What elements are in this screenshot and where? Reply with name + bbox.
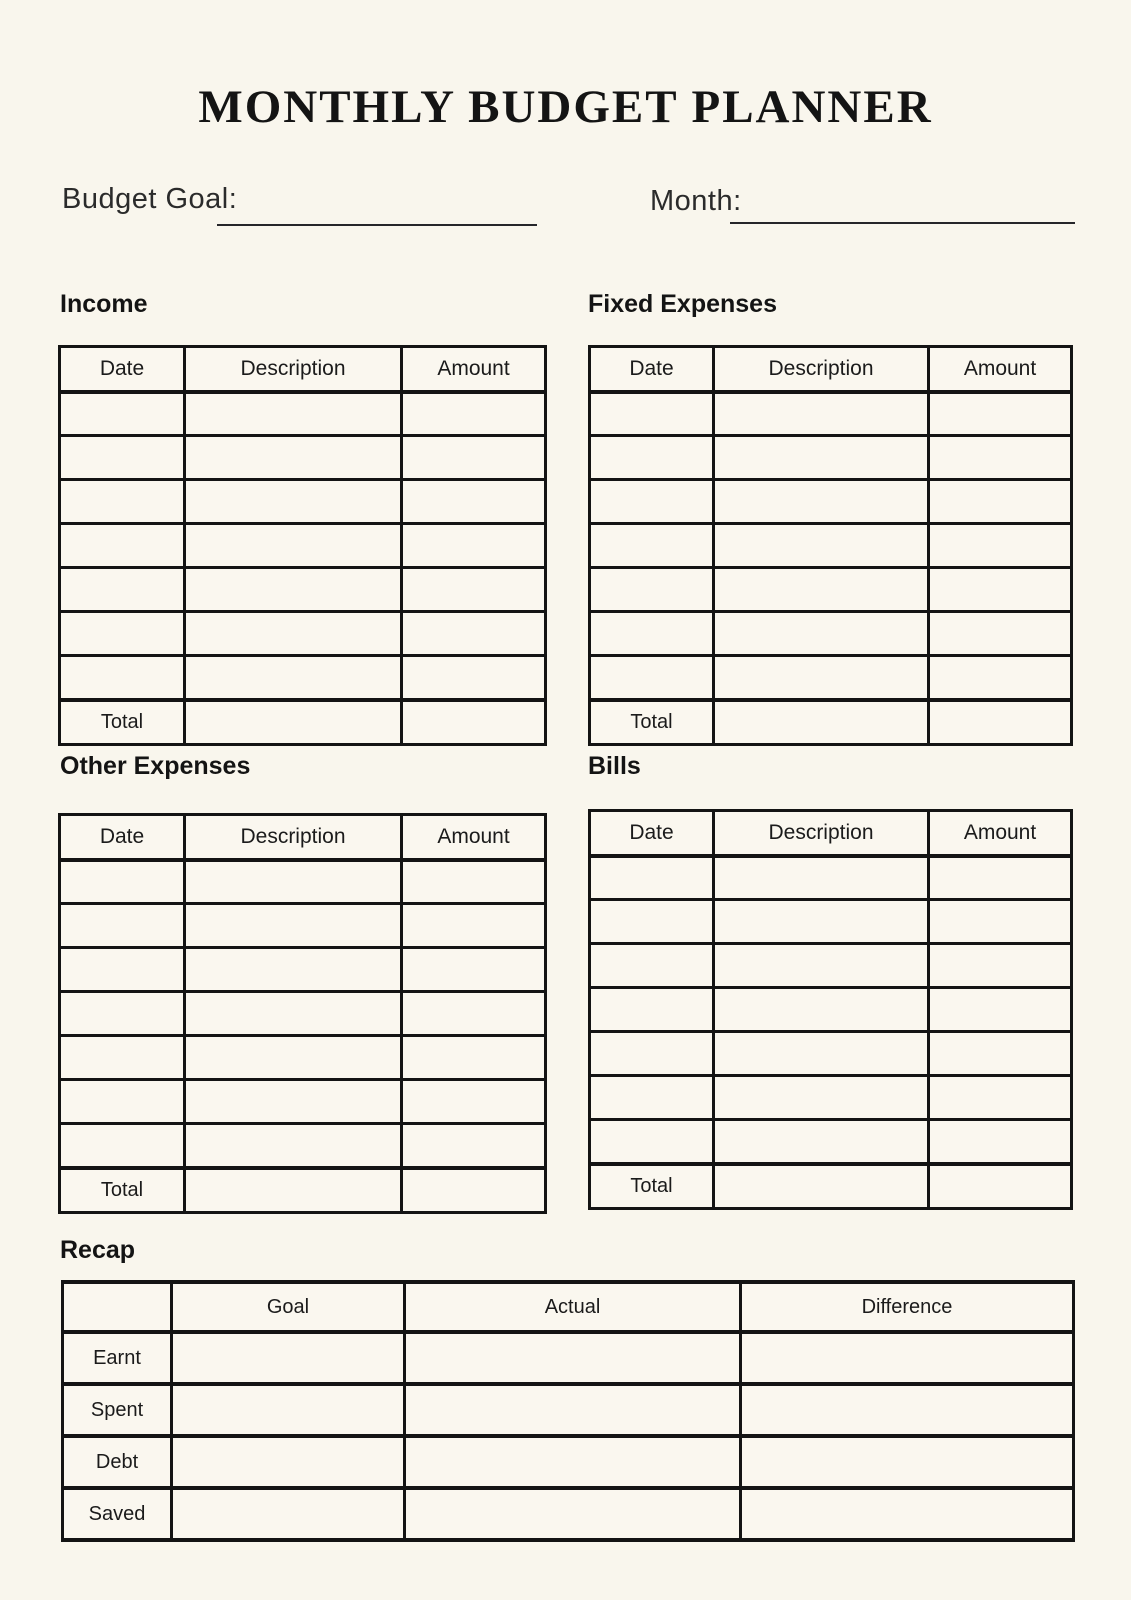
column-header-description: Description xyxy=(714,811,929,856)
table-header-row xyxy=(590,811,1072,856)
empty-cell[interactable] xyxy=(590,944,714,988)
empty-entry-row xyxy=(60,392,546,436)
empty-cell[interactable] xyxy=(714,1032,929,1076)
total-label: Total xyxy=(60,700,185,745)
empty-cell[interactable] xyxy=(929,568,1072,612)
empty-cell[interactable] xyxy=(929,1032,1072,1076)
column-header-date: Date xyxy=(60,347,185,392)
recap-row-saved xyxy=(63,1488,1074,1540)
recap-difference-cell[interactable] xyxy=(741,1384,1074,1436)
total-row xyxy=(60,1168,546,1213)
empty-entry-row xyxy=(60,904,546,948)
empty-entry-row xyxy=(590,568,1072,612)
empty-entry-row xyxy=(590,436,1072,480)
empty-entry-row xyxy=(590,988,1072,1032)
recap-row-label: Saved xyxy=(63,1488,172,1540)
recap-actual-cell[interactable] xyxy=(405,1384,741,1436)
column-header-date: Date xyxy=(590,347,714,392)
empty-cell[interactable] xyxy=(402,480,546,524)
table-header-row xyxy=(590,347,1072,392)
budget-goal-label: Budget Goal: xyxy=(62,183,238,215)
empty-cell[interactable] xyxy=(714,480,929,524)
empty-cell[interactable] xyxy=(929,612,1072,656)
other-expenses-section-title: Other Expenses xyxy=(60,752,251,780)
column-header-date: Date xyxy=(60,815,185,860)
total-label: Total xyxy=(590,1164,714,1209)
empty-cell[interactable] xyxy=(60,1080,185,1124)
recap-actual-cell[interactable] xyxy=(405,1332,741,1384)
bills-table xyxy=(588,809,1073,1210)
empty-cell[interactable] xyxy=(929,524,1072,568)
recap-corner-cell xyxy=(63,1282,172,1332)
empty-cell[interactable] xyxy=(60,524,185,568)
total-description-cell[interactable] xyxy=(714,700,929,745)
recap-row-label: Earnt xyxy=(63,1332,172,1384)
empty-cell[interactable] xyxy=(714,988,929,1032)
recap-difference-cell[interactable] xyxy=(741,1488,1074,1540)
total-row xyxy=(590,1164,1072,1209)
recap-actual-cell[interactable] xyxy=(405,1436,741,1488)
empty-cell[interactable] xyxy=(590,988,714,1032)
empty-cell[interactable] xyxy=(185,392,402,436)
recap-section-title: Recap xyxy=(60,1236,136,1264)
empty-entry-row xyxy=(60,436,546,480)
empty-cell[interactable] xyxy=(590,568,714,612)
empty-entry-row xyxy=(60,656,546,700)
empty-entry-row xyxy=(60,1124,546,1168)
empty-cell[interactable] xyxy=(185,1080,402,1124)
empty-cell[interactable] xyxy=(590,1032,714,1076)
empty-cell[interactable] xyxy=(60,436,185,480)
empty-entry-row xyxy=(590,856,1072,900)
column-header-amount: Amount xyxy=(929,811,1072,856)
total-amount-cell[interactable] xyxy=(929,1164,1072,1209)
empty-cell[interactable] xyxy=(402,612,546,656)
column-header-description: Description xyxy=(185,815,402,860)
empty-cell[interactable] xyxy=(60,948,185,992)
table-header-row xyxy=(60,347,546,392)
empty-cell[interactable] xyxy=(929,900,1072,944)
empty-entry-row xyxy=(590,392,1072,436)
total-amount-cell[interactable] xyxy=(402,1168,546,1213)
income-table xyxy=(58,345,547,746)
empty-cell[interactable] xyxy=(185,1124,402,1168)
empty-cell[interactable] xyxy=(185,524,402,568)
empty-cell[interactable] xyxy=(929,656,1072,700)
empty-cell[interactable] xyxy=(402,656,546,700)
empty-cell[interactable] xyxy=(714,568,929,612)
empty-cell[interactable] xyxy=(929,856,1072,900)
empty-cell[interactable] xyxy=(402,948,546,992)
column-header-amount: Amount xyxy=(402,347,546,392)
empty-cell[interactable] xyxy=(60,1036,185,1080)
month-input-line[interactable] xyxy=(730,222,1075,224)
recap-column-goal: Goal xyxy=(172,1282,405,1332)
empty-cell[interactable] xyxy=(185,656,402,700)
empty-cell[interactable] xyxy=(929,944,1072,988)
empty-cell[interactable] xyxy=(929,1120,1072,1164)
empty-cell[interactable] xyxy=(402,1080,546,1124)
budget-goal-input-line[interactable] xyxy=(217,224,537,226)
table-header-row xyxy=(60,815,546,860)
empty-cell[interactable] xyxy=(714,612,929,656)
empty-cell[interactable] xyxy=(60,992,185,1036)
empty-cell[interactable] xyxy=(590,1076,714,1120)
empty-cell[interactable] xyxy=(402,860,546,904)
empty-entry-row xyxy=(60,860,546,904)
empty-cell[interactable] xyxy=(590,656,714,700)
empty-entry-row xyxy=(590,480,1072,524)
recap-goal-cell[interactable] xyxy=(172,1384,405,1436)
empty-cell[interactable] xyxy=(714,436,929,480)
empty-cell[interactable] xyxy=(929,988,1072,1032)
empty-cell[interactable] xyxy=(60,392,185,436)
other-expenses-table xyxy=(58,813,547,1214)
empty-entry-row xyxy=(590,1076,1072,1120)
empty-cell[interactable] xyxy=(60,612,185,656)
empty-cell[interactable] xyxy=(402,1036,546,1080)
column-header-description: Description xyxy=(185,347,402,392)
total-row xyxy=(590,700,1072,745)
fixed-expenses-section-title: Fixed Expenses xyxy=(588,290,777,318)
empty-cell[interactable] xyxy=(714,392,929,436)
empty-cell[interactable] xyxy=(714,1076,929,1120)
column-header-amount: Amount xyxy=(402,815,546,860)
empty-cell[interactable] xyxy=(402,568,546,612)
empty-cell[interactable] xyxy=(185,992,402,1036)
empty-cell[interactable] xyxy=(590,524,714,568)
empty-entry-row xyxy=(60,948,546,992)
empty-cell[interactable] xyxy=(590,856,714,900)
empty-cell[interactable] xyxy=(60,480,185,524)
empty-cell[interactable] xyxy=(60,568,185,612)
empty-entry-row xyxy=(590,900,1072,944)
empty-cell[interactable] xyxy=(185,904,402,948)
total-row xyxy=(60,700,546,745)
recap-column-difference: Difference xyxy=(741,1282,1074,1332)
empty-cell[interactable] xyxy=(714,524,929,568)
empty-entry-row xyxy=(60,992,546,1036)
empty-cell[interactable] xyxy=(185,860,402,904)
page-title: MONTHLY BUDGET PLANNER xyxy=(198,81,933,133)
empty-cell[interactable] xyxy=(185,948,402,992)
empty-entry-row xyxy=(590,524,1072,568)
total-description-cell[interactable] xyxy=(185,1168,402,1213)
empty-entry-row xyxy=(590,1032,1072,1076)
total-label: Total xyxy=(60,1168,185,1213)
empty-cell[interactable] xyxy=(185,436,402,480)
recap-header-row xyxy=(63,1282,1074,1332)
empty-entry-row xyxy=(590,612,1072,656)
empty-cell[interactable] xyxy=(929,480,1072,524)
empty-cell[interactable] xyxy=(929,1076,1072,1120)
bills-section-title: Bills xyxy=(588,752,641,780)
total-description-cell[interactable] xyxy=(714,1164,929,1209)
empty-cell[interactable] xyxy=(590,900,714,944)
empty-entry-row xyxy=(60,568,546,612)
total-amount-cell[interactable] xyxy=(929,700,1072,745)
empty-cell[interactable] xyxy=(60,1124,185,1168)
empty-cell[interactable] xyxy=(590,436,714,480)
empty-cell[interactable] xyxy=(714,1120,929,1164)
empty-cell[interactable] xyxy=(60,904,185,948)
total-description-cell[interactable] xyxy=(185,700,402,745)
empty-cell[interactable] xyxy=(60,656,185,700)
empty-entry-row xyxy=(60,612,546,656)
empty-cell[interactable] xyxy=(402,436,546,480)
empty-cell[interactable] xyxy=(590,480,714,524)
empty-entry-row xyxy=(60,524,546,568)
empty-entry-row xyxy=(590,944,1072,988)
income-section-title: Income xyxy=(60,290,148,318)
empty-entry-row xyxy=(60,480,546,524)
month-label: Month: xyxy=(650,185,742,217)
empty-cell[interactable] xyxy=(402,1124,546,1168)
empty-cell[interactable] xyxy=(590,612,714,656)
recap-row-label: Spent xyxy=(63,1384,172,1436)
empty-cell[interactable] xyxy=(402,524,546,568)
empty-cell[interactable] xyxy=(402,392,546,436)
recap-goal-cell[interactable] xyxy=(172,1436,405,1488)
empty-cell[interactable] xyxy=(714,900,929,944)
empty-cell[interactable] xyxy=(590,1120,714,1164)
empty-cell[interactable] xyxy=(185,480,402,524)
empty-cell[interactable] xyxy=(402,992,546,1036)
recap-actual-cell[interactable] xyxy=(405,1488,741,1540)
total-amount-cell[interactable] xyxy=(402,700,546,745)
empty-cell[interactable] xyxy=(714,944,929,988)
empty-cell[interactable] xyxy=(185,612,402,656)
empty-entry-row xyxy=(590,656,1072,700)
empty-cell[interactable] xyxy=(714,656,929,700)
empty-entry-row xyxy=(590,1120,1072,1164)
empty-entry-row xyxy=(60,1080,546,1124)
recap-difference-cell[interactable] xyxy=(741,1436,1074,1488)
total-label: Total xyxy=(590,700,714,745)
empty-entry-row xyxy=(60,1036,546,1080)
column-header-date: Date xyxy=(590,811,714,856)
column-header-amount: Amount xyxy=(929,347,1072,392)
empty-cell[interactable] xyxy=(929,392,1072,436)
empty-cell[interactable] xyxy=(590,392,714,436)
empty-cell[interactable] xyxy=(402,904,546,948)
empty-cell[interactable] xyxy=(185,568,402,612)
recap-row-spent xyxy=(63,1384,1074,1436)
recap-column-actual: Actual xyxy=(405,1282,741,1332)
recap-row-debt xyxy=(63,1436,1074,1488)
empty-cell[interactable] xyxy=(929,436,1072,480)
recap-goal-cell[interactable] xyxy=(172,1332,405,1384)
fixed-expenses-table xyxy=(588,345,1073,746)
empty-cell[interactable] xyxy=(714,856,929,900)
empty-cell[interactable] xyxy=(185,1036,402,1080)
recap-row-label: Debt xyxy=(63,1436,172,1488)
empty-cell[interactable] xyxy=(60,860,185,904)
recap-table xyxy=(61,1280,1075,1542)
recap-row-earnt xyxy=(63,1332,1074,1384)
recap-difference-cell[interactable] xyxy=(741,1332,1074,1384)
recap-goal-cell[interactable] xyxy=(172,1488,405,1540)
column-header-description: Description xyxy=(714,347,929,392)
